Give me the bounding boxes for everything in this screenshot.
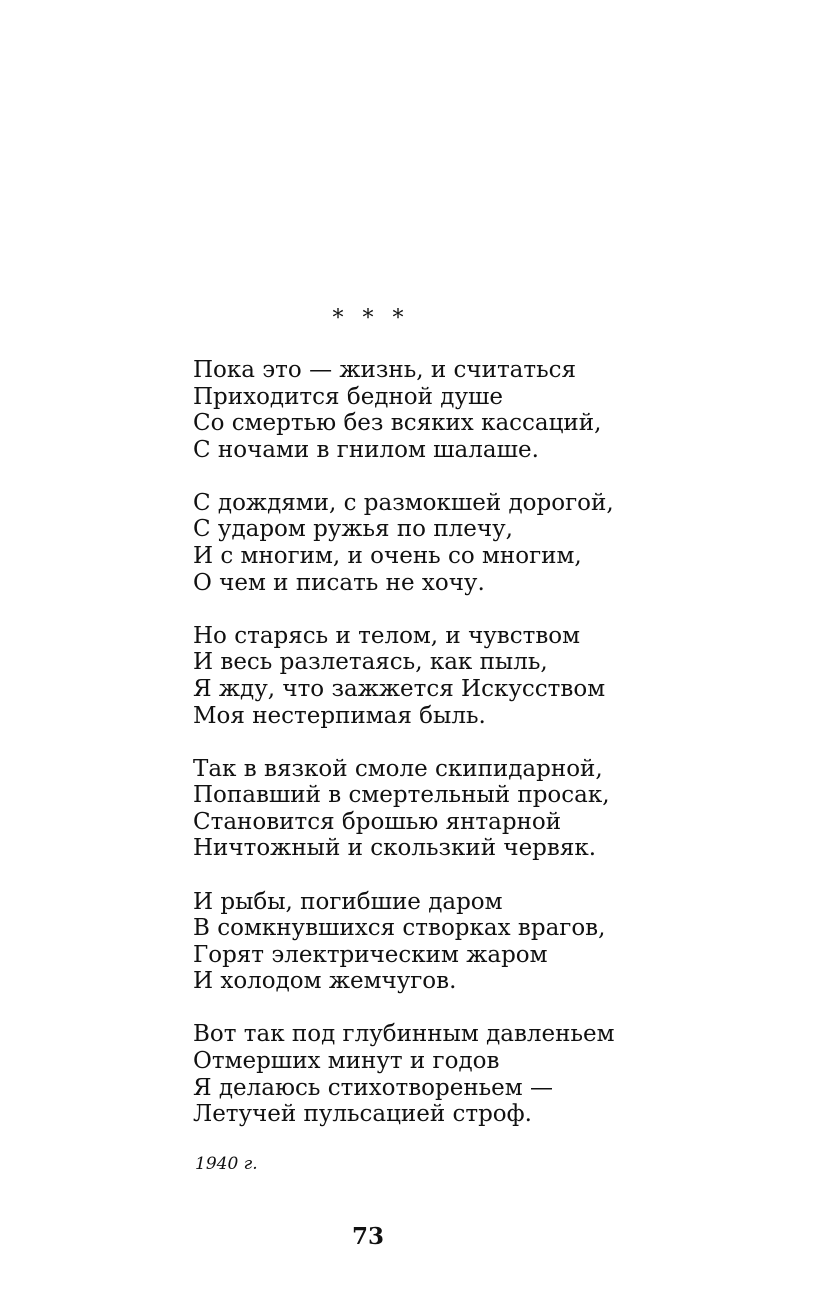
poem-line: Становится брошью янтарной xyxy=(193,808,562,835)
poem-line: Но старясь и телом, и чувством xyxy=(193,622,581,649)
stanza xyxy=(193,623,793,729)
poem-line: Летучей пульсацией строф. xyxy=(193,1101,532,1128)
poem-line: С дождями, с размокшей дорогой, xyxy=(193,489,614,516)
poem-line: Отмерших минут и годов xyxy=(193,1047,500,1074)
stanza xyxy=(193,889,793,995)
poem-line: Вот так под глубинным давленьем xyxy=(193,1021,615,1048)
poem-line: Со смертью без всяких кассаций, xyxy=(193,410,602,437)
poem-line: Я делаюсь стихотвореньем — xyxy=(193,1074,553,1101)
poem-line: Я жду, что зажжется Искусством xyxy=(193,675,606,702)
asterism-separator: * * * xyxy=(332,306,410,331)
poem-line: Пока это — жизнь, и считаться xyxy=(193,357,577,383)
page-number: 73 xyxy=(351,1223,384,1250)
poem-date: 1940 г. xyxy=(195,1154,258,1174)
poem-line: С ночами в гнилом шалаше. xyxy=(193,436,539,463)
poem-line: Приходится бедной душе xyxy=(193,383,503,410)
stanza xyxy=(193,490,793,596)
poem-line: Ничтожный и скользкий червяк. xyxy=(193,835,597,862)
stanza xyxy=(193,1021,793,1127)
stanza xyxy=(193,357,793,463)
stanza xyxy=(193,756,793,862)
poem-line: С ударом ружья по плечу, xyxy=(193,516,513,543)
poem-line: И холодом жемчугов. xyxy=(193,968,457,995)
poem-line: Так в вязкой смоле скипидарной, xyxy=(193,755,603,782)
poem-line: И с многим, и очень со многим, xyxy=(193,543,582,570)
poem-line: Горят электрическим жаром xyxy=(193,941,548,968)
poem-line: О чем и писать не хочу. xyxy=(193,569,485,596)
poem-line: В сомкнувшихся створках врагов, xyxy=(193,915,606,942)
poem xyxy=(193,357,793,1154)
poem-line: И весь разлетаясь, как пыль, xyxy=(193,649,548,676)
poem-line: Моя нестерпимая быль. xyxy=(193,702,486,729)
poem-line: Попавший в смертельный просак, xyxy=(193,782,610,809)
poem-line: И рыбы, погибшие даром xyxy=(193,888,503,915)
